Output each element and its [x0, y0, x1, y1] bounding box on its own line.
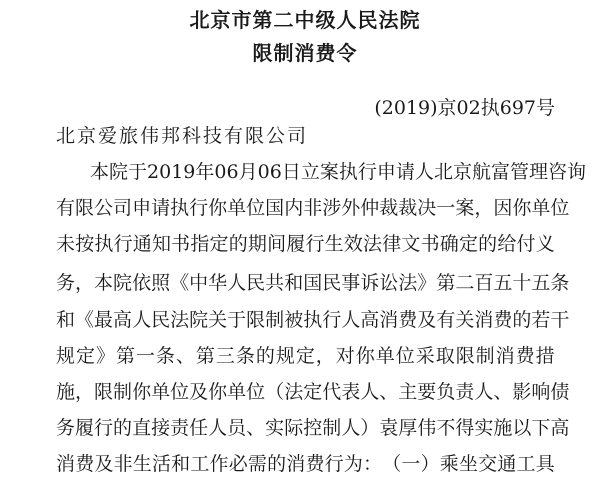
glyph: 裁 [379, 197, 399, 219]
glyph: 华 [208, 272, 228, 294]
glyph: 制 [113, 381, 133, 403]
glyph: 定 [458, 233, 478, 255]
glyph: 取 [435, 345, 455, 367]
glyph: 民 [322, 272, 342, 294]
glyph: 》 [95, 345, 115, 367]
glyph: 最 [94, 309, 114, 331]
glyph: 作 [209, 453, 229, 475]
glyph: 行 [94, 417, 114, 439]
glyph: 仲 [360, 197, 380, 219]
glyph: 消 [495, 345, 515, 367]
glyph: 、 [493, 381, 513, 403]
glyph: 本 [90, 161, 110, 183]
glyph: 本 [94, 272, 114, 294]
glyph: 控 [303, 417, 323, 439]
glyph: 代 [322, 381, 342, 403]
glyph: 通 [497, 453, 517, 475]
glyph: 于 [128, 161, 148, 183]
glyph: 费 [493, 309, 513, 331]
glyph: 履 [286, 233, 306, 255]
glyph: 日 [281, 161, 301, 183]
glyph: 请 [395, 161, 415, 183]
glyph: 裁 [398, 197, 418, 219]
glyph: 因 [493, 197, 513, 219]
glyph: 责 [455, 381, 475, 403]
glyph: 坐 [458, 453, 478, 475]
body-line [56, 416, 570, 440]
glyph: 高 [113, 309, 133, 331]
glyph: 人 [208, 417, 228, 439]
glyph: 有 [436, 309, 456, 331]
glyph: 司 [113, 197, 133, 219]
glyph: 表 [341, 381, 361, 403]
glyph: 关 [455, 309, 475, 331]
body-line [56, 344, 555, 368]
glyph: 给 [497, 233, 517, 255]
glyph: 通 [132, 233, 152, 255]
glyph: 和 [171, 453, 191, 475]
glyph: 限 [246, 309, 266, 331]
glyph: ） [420, 453, 440, 475]
glyph: 制 [475, 345, 495, 367]
glyph: 民 [246, 272, 266, 294]
glyph: 和 [56, 309, 76, 331]
glyph: 公 [94, 197, 114, 219]
glyph: 义 [535, 233, 555, 255]
glyph: 外 [341, 197, 361, 219]
glyph: 案 [455, 197, 475, 219]
glyph: 立 [300, 161, 320, 183]
glyph: 条 [550, 272, 570, 294]
glyph: 内 [284, 197, 304, 219]
glyph: 执 [94, 233, 114, 255]
glyph: 不 [436, 417, 456, 439]
glyph: 单 [227, 381, 247, 403]
case-number: (2019)京02执697号 [374, 97, 555, 119]
glyph: 干 [550, 309, 570, 331]
glyph: 条 [235, 345, 255, 367]
glyph: 于 [227, 309, 247, 331]
glyph: 单 [151, 381, 171, 403]
glyph: 人 [360, 381, 380, 403]
glyph: 人 [341, 417, 361, 439]
glyph: 以 [512, 417, 532, 439]
glyph: 行 [189, 197, 209, 219]
glyph: 实 [265, 417, 285, 439]
glyph: （ [265, 381, 285, 403]
glyph: 的 [478, 233, 498, 255]
glyph: 第 [115, 345, 135, 367]
glyph: 条 [155, 345, 175, 367]
glyph: 知 [151, 233, 171, 255]
glyph: 袁 [379, 417, 399, 439]
glyph: 理 [529, 161, 549, 183]
glyph: 要 [417, 381, 437, 403]
glyph: 书 [420, 233, 440, 255]
glyph: 未 [56, 233, 76, 255]
glyph: 及 [417, 309, 437, 331]
glyph: 定 [75, 345, 95, 367]
glyph: 年 [195, 161, 215, 183]
glyph: 效 [343, 233, 363, 255]
glyph: 院 [113, 272, 133, 294]
glyph: 院 [109, 161, 129, 183]
glyph: 际 [284, 417, 304, 439]
glyph: 人 [132, 309, 152, 331]
glyph: 付 [516, 233, 536, 255]
glyph: ， [75, 272, 95, 294]
glyph: 关 [208, 309, 228, 331]
glyph: 的 [512, 309, 532, 331]
glyph: 法 [284, 381, 304, 403]
glyph: 人 [474, 381, 494, 403]
glyph: 采 [415, 345, 435, 367]
glyph: 三 [215, 345, 235, 367]
glyph: 活 [151, 453, 171, 475]
body-line [56, 271, 570, 295]
glyph: 行 [322, 309, 342, 331]
glyph: 生 [132, 453, 152, 475]
glyph: 、 [175, 345, 195, 367]
glyph: 下 [531, 417, 551, 439]
glyph: 法 [363, 233, 383, 255]
glyph: 行 [357, 161, 377, 183]
body-line [56, 232, 555, 256]
glyph: 履 [75, 417, 95, 439]
glyph: 你 [512, 197, 532, 219]
glyph: 被 [284, 309, 304, 331]
glyph: 管 [510, 161, 530, 183]
glyph: 执 [170, 197, 190, 219]
glyph: 影 [512, 381, 532, 403]
glyph: 法 [398, 272, 418, 294]
glyph: 北 [433, 161, 453, 183]
glyph: 咨 [548, 161, 568, 183]
glyph: 实 [474, 417, 494, 439]
glyph: 行 [305, 233, 325, 255]
glyph: 得 [455, 417, 475, 439]
glyph: 限 [94, 381, 114, 403]
body-line [56, 196, 570, 220]
glyph: 乘 [439, 453, 459, 475]
glyph: ） [360, 417, 380, 439]
glyph: 执 [338, 161, 358, 183]
glyph: 06 [214, 161, 239, 183]
glyph: 航 [471, 161, 491, 183]
glyph: 厚 [398, 417, 418, 439]
glyph: 务 [56, 417, 76, 439]
glyph: 必 [228, 453, 248, 475]
glyph: 的 [113, 417, 133, 439]
glyph: 负 [436, 381, 456, 403]
glyph: 你 [132, 381, 152, 403]
glyph: 富 [490, 161, 510, 183]
glyph: 消 [379, 309, 399, 331]
glyph: 规 [56, 345, 76, 367]
glyph: 、 [246, 417, 266, 439]
glyph: ： [363, 453, 383, 475]
glyph: 百 [474, 272, 494, 294]
glyph: 单 [375, 345, 395, 367]
glyph: 接 [151, 417, 171, 439]
glyph: 为 [343, 453, 363, 475]
recipient-name: 北京爱旅伟邦科技有限公司 [56, 125, 309, 147]
glyph: 确 [439, 233, 459, 255]
glyph: 高 [550, 417, 570, 439]
glyph: 期 [247, 233, 267, 255]
glyph: 的 [255, 345, 275, 367]
glyph: 及 [189, 381, 209, 403]
glyph: 位 [246, 381, 266, 403]
glyph: 》 [417, 272, 437, 294]
glyph: 位 [170, 381, 190, 403]
body-line [56, 452, 555, 476]
glyph: ， [315, 345, 335, 367]
glyph: 院 [189, 309, 209, 331]
glyph: 工 [190, 453, 210, 475]
glyph: 费 [305, 453, 325, 475]
glyph: 责 [170, 417, 190, 439]
glyph: 你 [208, 381, 228, 403]
glyph: 文 [401, 233, 421, 255]
glyph: 你 [355, 345, 375, 367]
glyph: 响 [531, 381, 551, 403]
glyph: 国 [265, 197, 285, 219]
glyph: 照 [151, 272, 171, 294]
glyph: 一 [401, 453, 421, 475]
glyph: 有 [56, 197, 76, 219]
glyph: 非 [303, 197, 323, 219]
glyph: 京 [452, 161, 472, 183]
glyph: 2019 [147, 161, 196, 183]
glyph: 中 [189, 272, 209, 294]
glyph: 执 [303, 309, 323, 331]
glyph: 间 [267, 233, 287, 255]
glyph: 生 [324, 233, 344, 255]
glyph: 主 [398, 381, 418, 403]
glyph: 第 [195, 345, 215, 367]
glyph: 讼 [379, 272, 399, 294]
glyph: 书 [171, 233, 191, 255]
glyph: 消 [286, 453, 306, 475]
glyph: 限 [75, 197, 95, 219]
glyph: 需 [247, 453, 267, 475]
glyph: 诉 [360, 272, 380, 294]
glyph: 债 [550, 381, 570, 403]
glyph: 施 [493, 417, 513, 439]
glyph: 交 [478, 453, 498, 475]
glyph: 国 [303, 272, 323, 294]
glyph: 人 [341, 309, 361, 331]
glyph: 任 [189, 417, 209, 439]
court-name: 北京市第二中级人民法院 [189, 8, 421, 32]
glyph: 施 [56, 381, 76, 403]
glyph: 定 [209, 233, 229, 255]
glyph: 制 [265, 309, 285, 331]
glyph: 请 [151, 197, 171, 219]
glyph: 的 [267, 453, 287, 475]
glyph: 一 [436, 197, 456, 219]
glyph: 和 [284, 272, 304, 294]
glyph: 高 [360, 309, 380, 331]
glyph: 法 [170, 309, 190, 331]
glyph: 民 [151, 309, 171, 331]
glyph: 依 [132, 272, 152, 294]
glyph: ， [474, 197, 494, 219]
glyph: 位 [550, 197, 570, 219]
glyph: 人 [414, 161, 434, 183]
glyph: 及 [94, 453, 114, 475]
glyph: 你 [208, 197, 228, 219]
glyph: 费 [398, 309, 418, 331]
glyph: 消 [474, 309, 494, 331]
glyph: 工 [516, 453, 536, 475]
glyph: 按 [75, 233, 95, 255]
glyph: 若 [531, 309, 551, 331]
body-line [90, 160, 587, 184]
glyph: 单 [227, 197, 247, 219]
glyph: 限 [455, 345, 475, 367]
glyph: 人 [227, 272, 247, 294]
glyph: 案 [319, 161, 339, 183]
glyph: 具 [535, 453, 555, 475]
glyph: （ [382, 453, 402, 475]
glyph: 06 [257, 161, 282, 183]
glyph: 《 [170, 272, 190, 294]
glyph: 消 [56, 453, 76, 475]
glyph: 费 [75, 453, 95, 475]
document-title: 限制消费令 [252, 41, 358, 65]
body-line [56, 380, 570, 404]
glyph: 定 [295, 345, 315, 367]
glyph: 的 [228, 233, 248, 255]
glyph: 十 [512, 272, 532, 294]
glyph: 五 [531, 272, 551, 294]
glyph: 指 [190, 233, 210, 255]
glyph: 单 [531, 197, 551, 219]
glyph: 员 [227, 417, 247, 439]
glyph: 对 [335, 345, 355, 367]
glyph: 涉 [322, 197, 342, 219]
glyph: 一 [135, 345, 155, 367]
glyph: 伟 [417, 417, 437, 439]
glyph: 位 [246, 197, 266, 219]
glyph: 、 [379, 381, 399, 403]
glyph: 五 [493, 272, 513, 294]
glyph: 律 [382, 233, 402, 255]
glyph: 定 [303, 381, 323, 403]
glyph: 《 [75, 309, 95, 331]
glyph: 行 [324, 453, 344, 475]
glyph: 二 [455, 272, 475, 294]
glyph: 费 [515, 345, 535, 367]
glyph: 务 [56, 272, 76, 294]
glyph: 规 [275, 345, 295, 367]
glyph: 申 [132, 197, 152, 219]
glyph: 询 [567, 161, 587, 183]
glyph: 第 [436, 272, 456, 294]
glyph: 位 [395, 345, 415, 367]
glyph: 行 [113, 233, 133, 255]
glyph: 制 [322, 417, 342, 439]
glyph: 事 [341, 272, 361, 294]
glyph: 月 [238, 161, 258, 183]
glyph: 非 [113, 453, 133, 475]
glyph: 直 [132, 417, 152, 439]
body-line [56, 308, 570, 332]
glyph: ， [75, 381, 95, 403]
glyph: 决 [417, 197, 437, 219]
glyph: 措 [535, 345, 555, 367]
glyph: 共 [265, 272, 285, 294]
glyph: 申 [376, 161, 396, 183]
